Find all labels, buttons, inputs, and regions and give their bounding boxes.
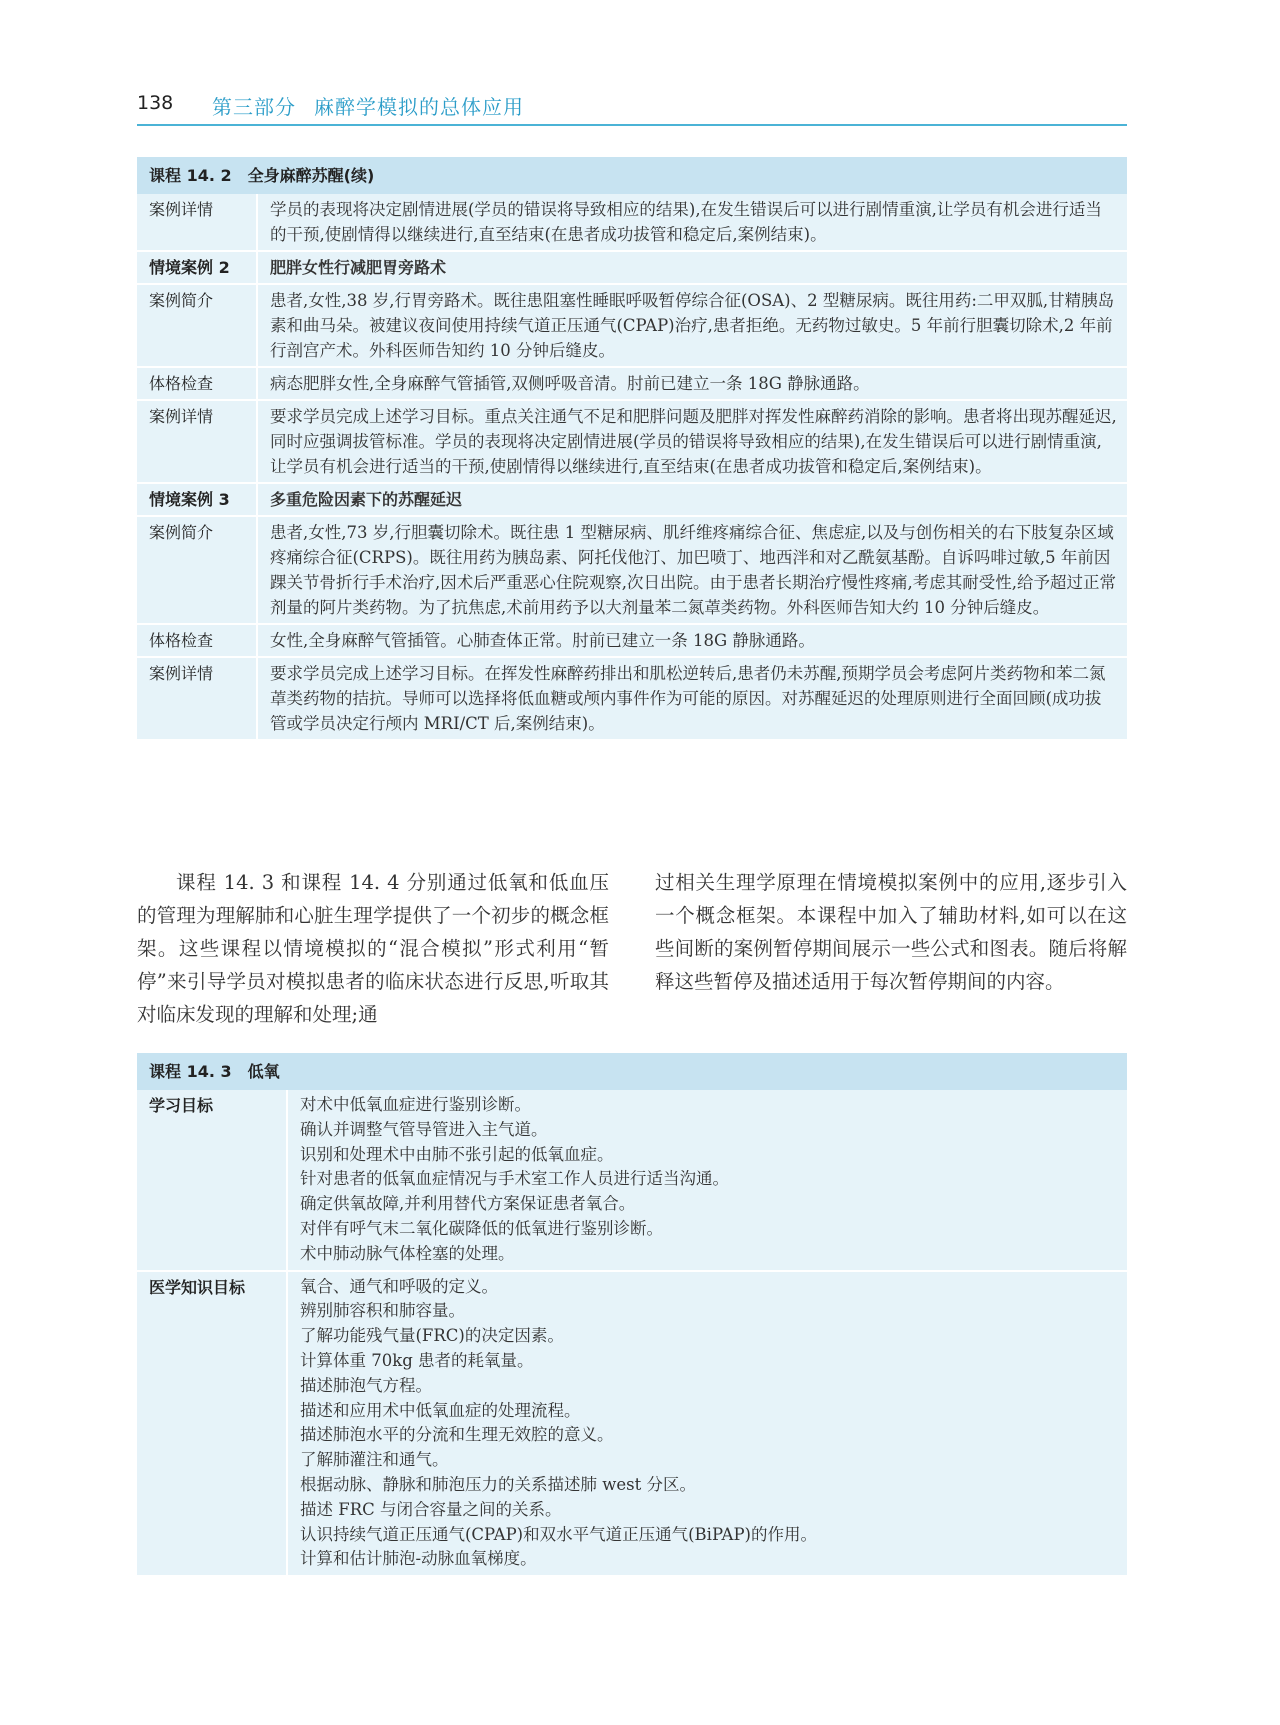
table-row xyxy=(137,284,1127,367)
row-content: 病态肥胖女性,全身麻醉气管插管,双侧呼吸音清。肘前已建立一条 18G 静脉通路。 xyxy=(257,367,1127,400)
row-label: 案例详情 xyxy=(137,657,257,739)
list-item: 辨别肺容积和肺容量。 xyxy=(300,1301,465,1321)
table-row xyxy=(137,1090,1127,1271)
row-label: 情境案例 2 xyxy=(137,251,257,284)
table-row xyxy=(137,516,1127,624)
row-content: 要求学员完成上述学习目标。在挥发性麻醉药排出和肌松逆转后,患者仍未苏醒,预期学员会考虑阿片类药物和苯二氮䓬类药物的拮抗。导师可以选择将低血糖或颅内事件作为可能的原因。对苏醒延迟的处理原则进行全面回顾(成功拔管或学员决定行颅内 MRI/CT 后,案例结束)。 xyxy=(257,657,1127,739)
row-label: 案例简介 xyxy=(137,284,257,367)
learning-objectives-list xyxy=(287,1090,1127,1271)
list-item: 描述肺泡气方程。 xyxy=(300,1375,432,1395)
row-label: 案例详情 xyxy=(137,400,257,483)
list-item: 确认并调整气管导管进入主气道。 xyxy=(300,1119,548,1139)
list-item: 计算和估计肺泡-动脉血氧梯度。 xyxy=(300,1549,537,1569)
table-row xyxy=(137,657,1127,739)
list-item: 了解功能残气量(FRC)的决定因素。 xyxy=(300,1326,564,1346)
row-label: 体格检查 xyxy=(137,624,257,657)
body-paragraph: 课程 14. 3 和课程 14. 4 分别通过低氧和低血压的管理为理解肺和心脏生理学提供了一个初步的概念框架。这些课程以情境模拟的“混合模拟”形式利用“暂停”来引导学员对模拟患者的临床状态进行反思,听取其对临床发现的理解和处理;通 xyxy=(137,871,609,1026)
knowledge-objectives-list xyxy=(287,1271,1127,1576)
body-column-left xyxy=(137,866,609,1031)
list-item: 认识持续气道正压通气(CPAP)和双水平气道正压通气(BiPAP)的作用。 xyxy=(300,1524,817,1544)
list-item: 对伴有呼气末二氧化碳降低的低氧进行鉴别诊断。 xyxy=(300,1218,663,1238)
list-item: 描述肺泡水平的分流和生理无效腔的意义。 xyxy=(300,1425,614,1445)
caption-title: 全身麻醉苏醒(续) xyxy=(247,166,375,185)
table-row xyxy=(137,367,1127,400)
caption-title: 低氧 xyxy=(247,1062,280,1081)
caption-number: 课程 14. 3 xyxy=(149,1062,232,1081)
row-content: 患者,女性,38 岁,行胃旁路术。既往患阻塞性睡眠呼吸暂停综合征(OSA)、2 型糖尿病。既往用药:二甲双胍,甘精胰岛素和曲马朵。被建议夜间使用持续气道正压通气(CPAP)治疗,患者拒绝。无药物过敏史。5 年前行胆囊切除术,2 年前行剖宫产术。外科医师告知约 10 分钟后缝皮。 xyxy=(257,284,1127,367)
chapter-title xyxy=(212,91,524,120)
list-item: 识别和处理术中由肺不张引起的低氧血症。 xyxy=(300,1144,614,1164)
table-caption xyxy=(137,1053,1127,1090)
list-item: 确定供氧故障,并利用替代方案保证患者氧合。 xyxy=(300,1194,636,1214)
table-caption xyxy=(137,157,1127,194)
row-label: 体格检查 xyxy=(137,367,257,400)
running-header xyxy=(137,88,1127,126)
list-item: 了解肺灌注和通气。 xyxy=(300,1450,449,1470)
table-row xyxy=(137,400,1127,483)
row-content: 要求学员完成上述学习目标。重点关注通气不足和肥胖问题及肥胖对挥发性麻醉药消除的影响。患者将出现苏醒延迟,同时应强调拔管标准。学员的表现将决定剧情进展(学员的错误将导致相应的结果),在发生错误后可以进行剧情重演,让学员有机会进行适当的干预,使剧情得以继续进行,直至结束(在患者成功拔管和稳定后,案例结束)。 xyxy=(257,400,1127,483)
course-14-2-table xyxy=(137,157,1127,739)
row-label: 情境案例 3 xyxy=(137,483,257,516)
list-item: 术中肺动脉气体栓塞的处理。 xyxy=(300,1243,515,1263)
table-row xyxy=(137,624,1127,657)
body-column-right xyxy=(655,866,1127,998)
knowledge-objectives-label: 医学知识目标 xyxy=(137,1271,287,1576)
list-item: 针对患者的低氧血症情况与手术室工作人员进行适当沟通。 xyxy=(300,1169,729,1189)
row-content: 女性,全身麻醉气管插管。心肺查体正常。肘前已建立一条 18G 静脉通路。 xyxy=(257,624,1127,657)
course-14-3-table xyxy=(137,1053,1127,1575)
body-paragraph-continued: 过相关生理学原理在情境模拟案例中的应用,逐步引入一个概念框架。本课程中加入了辅助材料,如可以在这些间断的案例暂停期间展示一些公式和图表。随后将解释这些暂停及描述适用于每次暂停期间的内容。 xyxy=(655,871,1127,993)
row-label: 案例详情 xyxy=(149,200,214,219)
table-row xyxy=(137,194,1127,251)
list-item: 根据动脉、静脉和肺泡压力的关系描述肺 west 分区。 xyxy=(300,1474,696,1494)
part-title: 麻醉学模拟的总体应用 xyxy=(314,95,524,119)
caption-number: 课程 14. 2 xyxy=(149,166,232,185)
scenario-row xyxy=(137,483,1127,516)
row-label: 案例简介 xyxy=(137,516,257,624)
list-item: 氧合、通气和呼吸的定义。 xyxy=(300,1276,498,1296)
part-label: 第三部分 xyxy=(212,95,296,119)
scenario-row xyxy=(137,251,1127,284)
scenario-title: 肥胖女性行减肥胃旁路术 xyxy=(257,251,1127,284)
page-number: 138 xyxy=(137,92,174,114)
list-item: 计算体重 70kg 患者的耗氧量。 xyxy=(300,1350,534,1370)
list-item: 描述 FRC 与闭合容量之间的关系。 xyxy=(300,1499,562,1519)
list-item: 描述和应用术中低氧血症的处理流程。 xyxy=(300,1400,581,1420)
learning-objectives-label: 学习目标 xyxy=(149,1096,214,1115)
list-item: 对术中低氧血症进行鉴别诊断。 xyxy=(300,1095,531,1114)
table-row xyxy=(137,1271,1127,1576)
row-content: 学员的表现将决定剧情进展(学员的错误将导致相应的结果),在发生错误后可以进行剧情重演,让学员有机会进行适当的干预,使剧情得以继续进行,直至结束(在患者成功拔管和稳定后,案例结束)。 xyxy=(257,194,1127,251)
scenario-title: 多重危险因素下的苏醒延迟 xyxy=(257,483,1127,516)
row-content: 患者,女性,73 岁,行胆囊切除术。既往患 1 型糖尿病、肌纤维疼痛综合征、焦虑症,以及与创伤相关的右下肢复杂区域疼痛综合征(CRPS)。既往用药为胰岛素、阿托伐他汀、加巴喷丁、地西泮和对乙酰氨基酚。自诉吗啡过敏,5 年前因踝关节骨折行手术治疗,因术后严重恶心住院观察,次日出院。由于患者长期治疗慢性疼痛,考虑其耐受性,给予超过正常剂量的阿片类药物。为了抗焦虑,术前用药予以大剂量苯二氮䓬类药物。外科医师告知大约 10 分钟后缝皮。 xyxy=(257,516,1127,624)
